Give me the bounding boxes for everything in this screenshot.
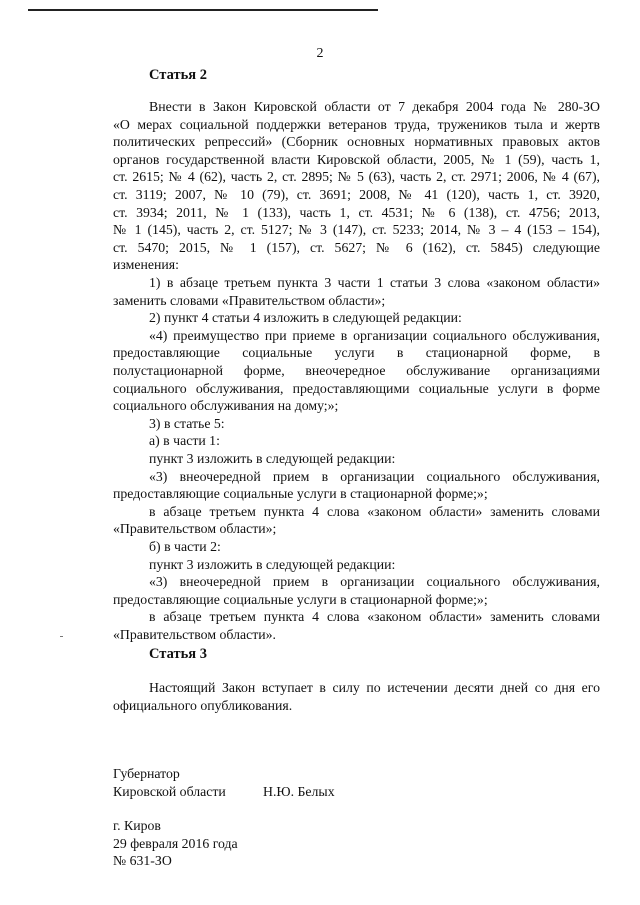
article-3-text-block <box>113 679 600 714</box>
article-2-amendments <box>113 274 600 643</box>
header-rule <box>28 9 378 11</box>
article-3-heading: Статья 3 <box>149 646 207 662</box>
intro-line: ст. 2615; № 4 (62), часть 2, ст. 2895; № 5 (63), часть 2, ст. 2971; 2006, № 4 (67), <box>113 169 600 185</box>
footer-number: № 631-ЗО <box>113 853 172 869</box>
intro-line: «О мерах социальной поддержки ветеранов труда, тружеников тыла и жертв <box>113 116 600 132</box>
amendment-item: 2) пункт 4 статьи 4 изложить в следующей редакции: <box>149 310 462 326</box>
footer-city: г. Киров <box>113 818 161 833</box>
signature-title: Губернатор <box>113 766 180 781</box>
amendment-item: «3) внеочередной прием в организации социального обслуживания, предоставляющие социальные услуги в стационарной форме;»; <box>113 468 600 502</box>
signature-region: Кировской области <box>113 783 226 799</box>
document-footer <box>113 817 238 870</box>
signature-row <box>113 783 335 801</box>
amendment-item: пункт 3 изложить в следующей редакции: <box>149 450 396 466</box>
intro-line: политических репрессий» (Сборник основных нормативных правовых актов <box>113 134 600 150</box>
amendment-item: в абзаце третьем пункта 4 слова «законом области» заменить словами «Правительством области». <box>113 609 600 642</box>
amendment-item: пункт 3 изложить в следующей редакции: <box>149 556 396 572</box>
signature-name: Н.Ю. Белых <box>263 783 335 799</box>
footer-date: 29 февраля 2016 года <box>113 835 238 851</box>
margin-mark <box>60 636 63 637</box>
intro-line: изменения: <box>113 257 179 273</box>
article-2-intro <box>113 98 600 274</box>
article-2-heading: Статья 2 <box>149 67 207 83</box>
amendment-item: 1) в абзаце третьем пункта 3 части 1 статьи 3 слова «законом области» заменить словами «Правительством области»; <box>113 275 600 308</box>
intro-line: ст. 3119; 2007, № 10 (79), ст. 3691; 2008, № 41 (120), часть 1, ст. 3920, <box>113 186 600 202</box>
amendment-item: а) в части 1: <box>149 433 220 449</box>
amendment-item: б) в части 2: <box>149 538 221 554</box>
intro-line: ст. 5470; 2015, № 1 (157), ст. 5627; № 6 (162), ст. 5845) следующие <box>113 239 600 255</box>
signature-block <box>113 765 335 800</box>
intro-line: Внести в Закон Кировской области от 7 декабря 2004 года № 280-ЗО <box>149 99 600 114</box>
amendment-item: в абзаце третьем пункта 4 слова «законом области» заменить словами «Правительством области»; <box>113 503 600 537</box>
intro-line: № 1 (145), часть 2, ст. 5127; № 3 (147), ст. 5233; 2014, № 3 – 4 (153 – 154), <box>113 222 600 238</box>
amendment-item: «4) преимущество при приеме в организации социального обслуживания, предоставляющие социальные услуги в стационарной форме, в полустационарной форме, внеочередное обслуживание организациями социального обслуживания, предоставляющими социальные услуги в форме социального обслуживания на дому;»; <box>113 327 600 414</box>
amendment-item: 3) в статье 5: <box>149 415 225 431</box>
intro-line: ст. 3934; 2011, № 1 (133), часть 1, ст. 4531; № 6 (138), ст. 4756; 2013, <box>113 204 600 220</box>
page-number: 2 <box>316 46 324 61</box>
amendment-item: «3) внеочередной прием в организации социального обслуживания, предоставляющие социальные услуги в стационарной форме;»; <box>113 574 600 607</box>
intro-line: органов государственной власти Кировской области, 2005, № 1 (59), часть 1, <box>113 151 600 167</box>
article-3-text: Настоящий Закон вступает в силу по истечении десяти дней со дня его официального опубликования. <box>113 680 600 713</box>
